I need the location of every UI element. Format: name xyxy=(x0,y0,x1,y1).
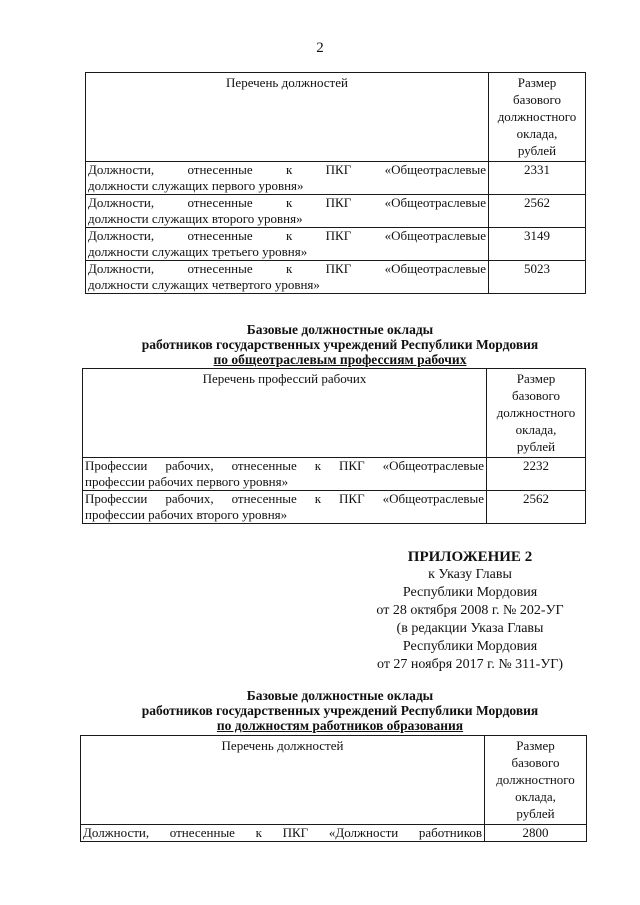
appendix-title: ПРИЛОЖЕНИЕ 2 xyxy=(407,549,533,565)
position-cell: Должности, отнесенные к ПКГ «Общеотраслевые должности служащих третьего уровня» xyxy=(86,228,489,261)
salary-value: 2562 xyxy=(487,491,586,524)
salary-value: 2331 xyxy=(489,162,586,195)
table-row xyxy=(83,458,586,491)
position-cell: Должности, отнесенные к ПКГ «Общеотраслевые должности служащих четвертого уровня» xyxy=(86,261,489,294)
position-cell: Должности, отнесенные к ПКГ «Общеотраслевые должности служащих второго уровня» xyxy=(86,195,489,228)
header-position-list: Перечень должностей xyxy=(86,73,489,162)
salary-table-workers xyxy=(82,368,586,524)
header-base-salary: Размер базового должностного оклада, рублей xyxy=(487,369,586,458)
table-row xyxy=(86,228,586,261)
salary-table-education xyxy=(80,735,587,842)
header-profession-list: Перечень профессий рабочих xyxy=(83,369,487,458)
salary-value: 2232 xyxy=(487,458,586,491)
salary-table-employees xyxy=(85,72,586,294)
salary-value: 5023 xyxy=(489,261,586,294)
position-cell: Должности, отнесенные к ПКГ «Общеотраслевые должности служащих первого уровня» xyxy=(86,162,489,195)
header-base-salary: Размер базового должностного оклада, рублей xyxy=(485,736,587,825)
table-row xyxy=(86,195,586,228)
header-position-list: Перечень должностей xyxy=(81,736,485,825)
table-row xyxy=(86,162,586,195)
salary-value: 2800 xyxy=(485,825,587,842)
profession-cell: Профессии рабочих, отнесенные к ПКГ «Общеотраслевые профессии рабочих первого уровня» xyxy=(83,458,487,491)
header-base-salary: Размер базового должностного оклада, рублей xyxy=(489,73,586,162)
table-row xyxy=(83,491,586,524)
page-number: 2 xyxy=(316,40,324,56)
table-row xyxy=(81,825,587,842)
table-header-row xyxy=(86,73,586,162)
section-title-education: Базовые должностные оклады работников государственных учреждений Республики Мордовия по должностям работников образования xyxy=(141,688,539,733)
profession-cell: Профессии рабочих, отнесенные к ПКГ «Общеотраслевые профессии рабочих второго уровня» xyxy=(83,491,487,524)
appendix-block: ПРИЛОЖЕНИЕ 2 к Указу Главы Республики Мордовия от 28 октября 2008 г. № 202-УГ (в редакции Указа Главы Республики Мордовия от 27 ноября 2017 г. № 311-УГ) xyxy=(340,548,600,674)
table-row xyxy=(86,261,586,294)
table-header-row xyxy=(83,369,586,458)
salary-value: 3149 xyxy=(489,228,586,261)
salary-value: 2562 xyxy=(489,195,586,228)
section-title-workers: Базовые должностные оклады работников государственных учреждений Республики Мордовия по общеотраслевым профессиям рабочих xyxy=(141,322,539,367)
table-header-row xyxy=(81,736,587,825)
position-cell: Должности, отнесенные к ПКГ «Должности работников xyxy=(81,825,485,842)
